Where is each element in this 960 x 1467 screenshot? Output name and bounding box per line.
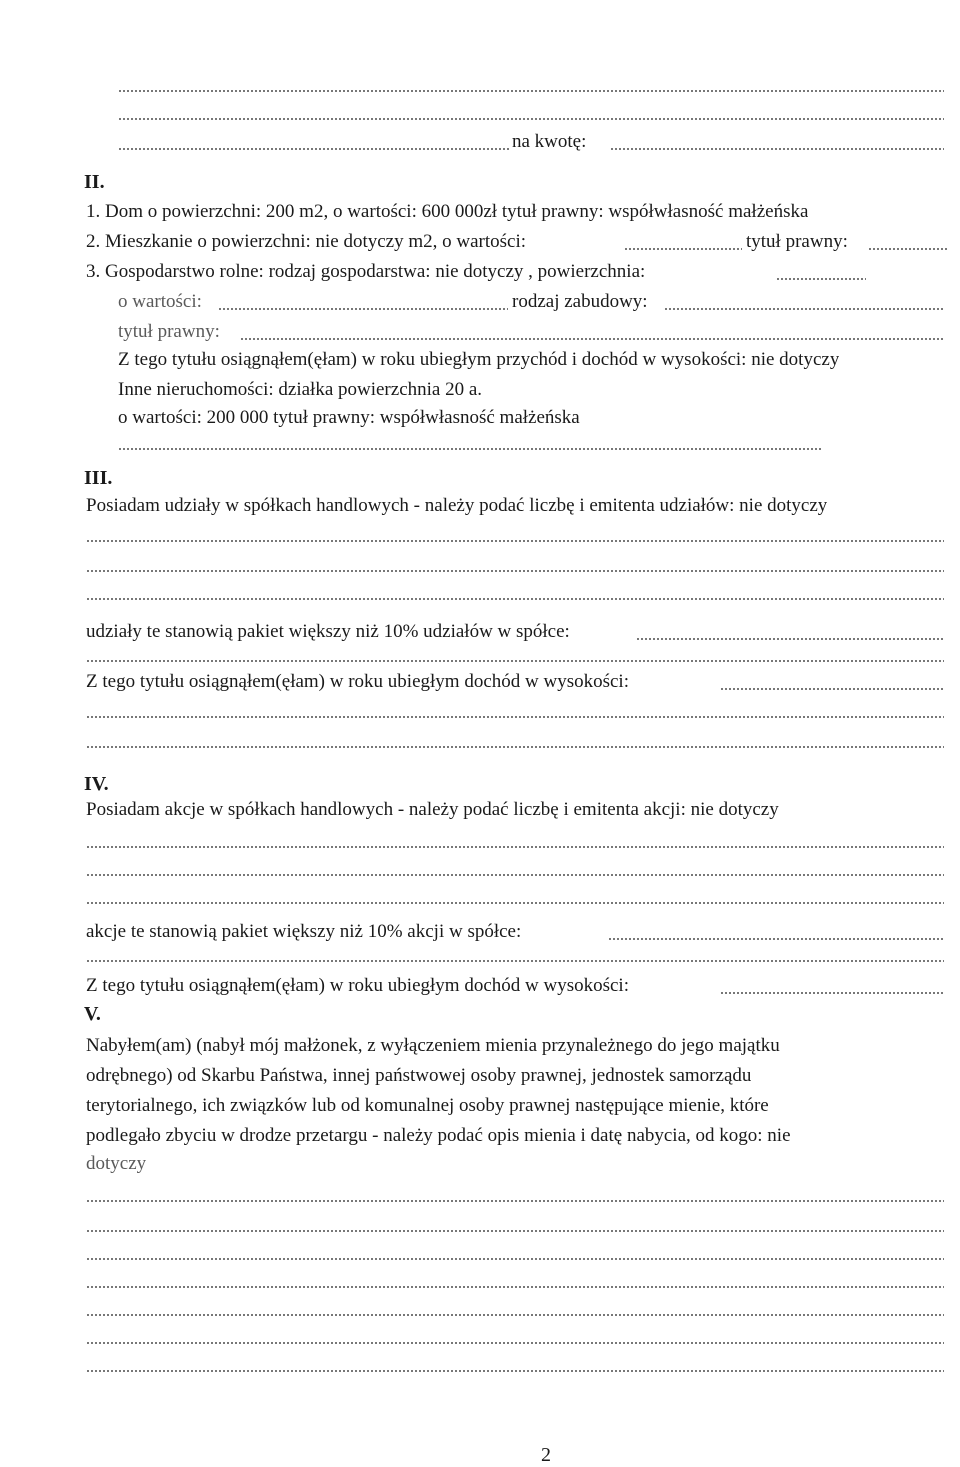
dotted-line: [86, 540, 944, 542]
dotted-line: [86, 874, 944, 876]
dotted-line: [118, 448, 822, 450]
dotted-line: [776, 278, 866, 280]
dotted-line: [86, 1370, 944, 1372]
stocks-text: Posiadam akcje w spółkach handlowych - należy podać liczbę i emitenta akcji: nie dotyczy: [86, 799, 779, 820]
dotted-line: [86, 1230, 944, 1232]
dotted-line: [86, 716, 944, 718]
stocks-packet-text: akcje te stanowią pakiet większy niż 10% akcji w spółce:: [86, 921, 522, 942]
amount-label: na kwotę:: [512, 131, 587, 152]
shares-packet-text: udziały te stanowią pakiet większy niż 10% udziałów w spółce:: [86, 621, 570, 642]
stocks-income-text: Z tego tytułu osiągnąłem(ęłam) w roku ubiegłym dochód w wysokości:: [86, 975, 629, 996]
section-heading-v: V.: [84, 1003, 101, 1025]
dotted-line: [664, 308, 944, 310]
farm-value-label: o wartości:: [118, 291, 202, 312]
section-heading-iv: IV.: [84, 773, 109, 795]
dotted-line: [86, 570, 944, 572]
dotted-line: [86, 1314, 944, 1316]
house-item: 1. Dom o powierzchni: 200 m2, o wartości: 600 000zł tytuł prawny: współwłasność małżeńska: [86, 201, 809, 222]
dotted-line: [86, 1286, 944, 1288]
apartment-title-label: tytuł prawny:: [746, 231, 848, 252]
section-heading-iii: III.: [84, 467, 113, 489]
farm-building-label: rodzaj zabudowy:: [512, 291, 648, 312]
page-number: 2: [541, 1444, 551, 1466]
dotted-line: [608, 938, 944, 940]
dotted-line: [86, 1342, 944, 1344]
dotted-line: [868, 248, 948, 250]
acquisition-text-line: podlegało zbyciu w drodze przetargu - należy podać opis mienia i datę nabycia, od kogo: nie: [86, 1125, 791, 1146]
dotted-line: [218, 308, 508, 310]
dotted-line: [720, 688, 944, 690]
section-heading-ii: II.: [84, 171, 105, 193]
dotted-line: [240, 338, 944, 340]
other-property-value: o wartości: 200 000 tytuł prawny: współwłasność małżeńska: [118, 407, 580, 428]
dotted-line: [636, 638, 944, 640]
dotted-line: [118, 148, 510, 150]
acquisition-text-line: Nabyłem(am) (nabył mój małżonek, z wyłączeniem mienia przynależnego do jego majątku: [86, 1035, 780, 1056]
other-property-text: Inne nieruchomości: działka powierzchnia 20 a.: [118, 379, 483, 400]
shares-income-text: Z tego tytułu osiągnąłem(ęłam) w roku ubiegłym dochód w wysokości:: [86, 671, 629, 692]
dotted-line: [86, 1258, 944, 1260]
acquisition-text-line: odrębnego) od Skarbu Państwa, innej państwowej osoby prawnej, jednostek samorządu: [86, 1065, 752, 1086]
farm-title-label: tytuł prawny:: [118, 321, 220, 342]
dotted-line: [86, 960, 944, 962]
dotted-line: [720, 992, 944, 994]
dotted-line: [86, 598, 944, 600]
acquisition-text-line: dotyczy: [86, 1153, 147, 1174]
shares-text: Posiadam udziały w spółkach handlowych - należy podać liczbę i emitenta udziałów: nie dotyczy: [86, 495, 828, 516]
farm-income-text: Z tego tytułu osiągnąłem(ęłam) w roku ubiegłym przychód i dochód w wysokości: nie dotyczy: [118, 349, 840, 370]
dotted-line: [86, 846, 944, 848]
acquisition-text-line: terytorialnego, ich związków lub od komunalnej osoby prawnej następujące mienie, które: [86, 1095, 769, 1116]
farm-item: 3. Gospodarstwo rolne: rodzaj gospodarstwa: nie dotyczy , powierzchnia:: [86, 261, 646, 282]
dotted-line: [86, 746, 944, 748]
dotted-line: [118, 118, 944, 120]
dotted-line: [624, 248, 742, 250]
dotted-line: [86, 902, 944, 904]
dotted-line: [86, 1200, 944, 1202]
dotted-line: [610, 148, 944, 150]
apartment-item: 2. Mieszkanie o powierzchni: nie dotyczy m2, o wartości:: [86, 231, 527, 252]
dotted-line: [118, 90, 944, 92]
dotted-line: [86, 660, 944, 662]
